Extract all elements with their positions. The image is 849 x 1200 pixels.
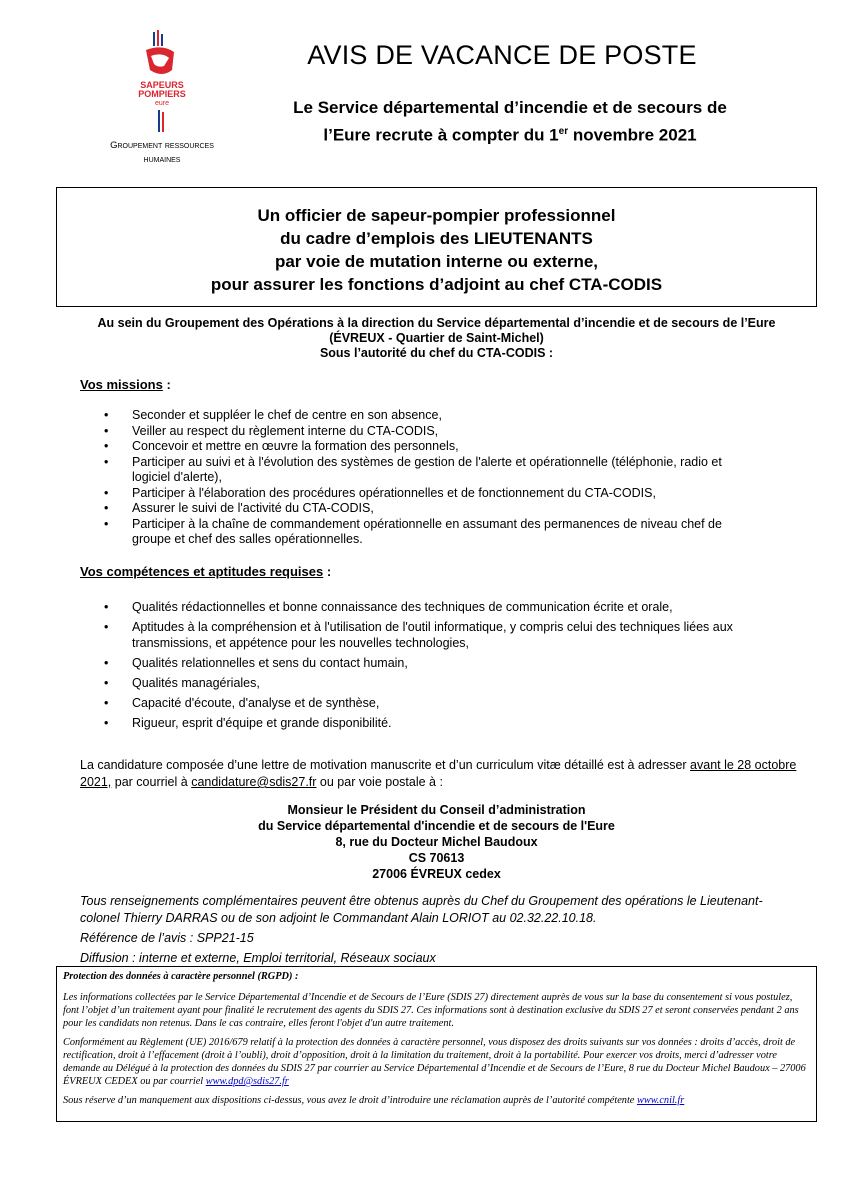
missions-heading: [80, 377, 171, 392]
list-item: [104, 439, 744, 455]
list-item: [104, 486, 744, 502]
mission-text: Assurer le suivi de l'activité du CTA-CODIS,: [132, 501, 374, 515]
address-line-2: du Service départemental d'incendie et de secours de l'Eure: [258, 819, 615, 833]
rgpd-heading: Protection des données à caractère personnel (RGPD) :: [63, 971, 299, 982]
position-line-3: par voie de mutation interne ou externe,: [274, 252, 599, 271]
skills-title: Vos compétences et aptitudes requises: [80, 564, 324, 579]
subtitle-line-2-start: l’Eure recrute à compter du 1: [323, 125, 559, 145]
context-line-2: (ÉVREUX - Quartier de Saint-Michel): [329, 331, 544, 345]
diffusion-info: Diffusion : interne et externe, Emploi territorial, Réseaux sociaux: [80, 951, 436, 965]
rgpd-box: [56, 966, 817, 1122]
bullet-icon: •: [104, 423, 109, 438]
page-subtitle: [240, 96, 780, 148]
list-item: [104, 695, 780, 711]
application-deadline: avant le 28 octobre 2021,: [80, 758, 797, 789]
list-item: [104, 455, 744, 486]
skill-text: Qualités relationnelles et sens du contact humain,: [132, 656, 408, 670]
subtitle-superscript: er: [558, 126, 569, 137]
rgpd-paragraph-2: [63, 1036, 810, 1088]
skills-title-suffix: :: [323, 564, 332, 579]
bullet-icon: •: [104, 454, 109, 469]
bullet-icon: •: [104, 501, 109, 515]
list-item: [104, 501, 744, 517]
rgpd-paragraph-1: Les informations collectées par le Service Départemental d’Incendie et de Secours de l’Eure (SDIS 27) directement auprès de vous sur la base du consentement si vous postulez, font l’objet d’un traitement ayant pour finalité le recrutement des agents du SDIS 27. Ces informations sont à destination exclusive du SDIS 27 et seront conservées pendant 2 ans pour les candidats non retenus. Dans le cas contraire, elles feront l'objet d'un autre traitement.: [63, 992, 799, 1029]
skill-text: Qualités rédactionnelles et bonne connaissance des techniques de communication écrite et orale,: [132, 600, 673, 614]
rgpd-paragraph-3: [63, 1094, 810, 1107]
position-line-1: Un officier de sapeur-pompier professionnel: [257, 206, 616, 225]
subtitle-line-2: [240, 120, 780, 148]
bullet-icon: •: [104, 716, 109, 730]
mission-text: Participer à l'élaboration des procédures opérationnelles et de fonctionnement du CTA-CODIS,: [132, 485, 656, 500]
skills-heading: [80, 564, 331, 579]
reference-info: Référence de l’avis : SPP21-15: [80, 931, 254, 945]
bullet-icon: •: [104, 600, 109, 614]
mission-text: Concevoir et mettre en œuvre la formation des personnels,: [132, 439, 459, 453]
additional-info: [80, 893, 800, 967]
svg-text:POMPIERS: POMPIERS: [138, 89, 186, 99]
svg-text:SAPEURS: SAPEURS: [140, 80, 184, 90]
department-name: [92, 139, 232, 167]
mission-text: Seconder et suppléer le chef de centre en son absence,: [132, 408, 442, 422]
subtitle-line-1: Le Service départemental d’incendie et de secours de: [293, 98, 727, 117]
application-instructions: [80, 757, 800, 791]
contact-info: Tous renseignements complémentaires peuvent être obtenus auprès du Chef du Groupement des opérations le Lieutenant-colonel Thierry DARRAS ou de son adjoint le Commandant Alain LORIOT au 02.32.22.10.18.: [80, 894, 763, 925]
list-item: [104, 408, 744, 424]
missions-title-suffix: :: [162, 377, 171, 392]
context-block: [56, 316, 817, 361]
postal-address: [56, 802, 817, 882]
skill-text: Rigueur, esprit d'équipe et grande disponibilité.: [132, 716, 392, 730]
mission-text: Veiller au respect du règlement interne du CTA-CODIS,: [132, 423, 439, 438]
mission-text: Participer à la chaîne de commandement opérationnelle en assumant des permanences de niveau chef de groupe et chef des salles opérationnelles.: [132, 516, 722, 546]
position-line-2: du cadre d’emplois des LIEUTENANTS: [280, 229, 593, 248]
address-line-4: CS 70613: [408, 851, 465, 865]
page-title-block: [0, 40, 849, 71]
application-email-link[interactable]: candidature@sdis27.fr: [191, 775, 317, 789]
skills-list: [104, 599, 780, 731]
list-item: [104, 675, 780, 691]
department-line-2: humaines: [143, 154, 181, 165]
subtitle-line-2-end: novembre 2021: [568, 125, 697, 145]
missions-list: [104, 408, 744, 548]
list-item: [104, 655, 780, 671]
address-line-3: 8, rue du Docteur Michel Baudoux: [335, 835, 538, 849]
application-text-mid: par courriel à: [111, 775, 192, 789]
bullet-icon: •: [104, 620, 109, 634]
list-item: [104, 424, 744, 440]
rgpd-paragraph-3-text: Sous réserve d’un manquement aux dispositions ci-dessus, vous avez le droit d’introduire une réclamation auprès de l’autorité compétente: [63, 1095, 637, 1106]
svg-text:eure: eure: [154, 100, 170, 107]
bullet-icon: •: [104, 656, 109, 670]
bullet-icon: •: [104, 485, 109, 500]
cnil-link[interactable]: www.cnil.fr: [636, 1095, 685, 1106]
department-line-1: Groupement ressources: [110, 140, 214, 151]
address-line-1: Monsieur le Président du Conseil d’administration: [287, 803, 586, 817]
page-title: AVIS DE VACANCE DE POSTE: [307, 40, 697, 70]
position-box: [56, 187, 817, 307]
list-item: [104, 715, 780, 731]
bullet-icon: •: [104, 696, 109, 710]
list-item: [104, 599, 780, 615]
mission-text: Participer au suivi et à l'évolution des systèmes de gestion de l'alerte et opérationnelle (téléphonie, radio et logiciel d'alerte),: [132, 454, 722, 484]
position-line-4: pour assurer les fonctions d’adjoint au chef CTA-CODIS: [210, 275, 663, 294]
address-line-5: 27006 ÉVREUX cedex: [372, 867, 501, 881]
missions-title: Vos missions: [80, 377, 163, 392]
bullet-icon: •: [104, 439, 109, 453]
dpd-email-link[interactable]: www.dpd@sdis27.fr: [205, 1076, 289, 1087]
context-line-3: Sous l’autorité du chef du CTA-CODIS :: [319, 346, 554, 360]
bullet-icon: •: [104, 676, 109, 690]
skill-text: Qualités managériales,: [132, 676, 260, 690]
list-item: [104, 517, 744, 548]
context-line-1: Au sein du Groupement des Opérations à la direction du Service départemental d’incendie et de secours de l’Eure: [97, 316, 776, 330]
bullet-icon: •: [104, 408, 109, 422]
application-text-end: ou par voie postale à :: [316, 775, 443, 789]
skill-text: Capacité d'écoute, d'analyse et de synthèse,: [132, 696, 380, 710]
rgpd-paragraph-2-text: Conformément au Règlement (UE) 2016/679 relatif à la protection des données à caractère personnel, vous disposez des droits suivants sur vos données : droits d’accès, droit de rectification, droit à l’effacement (droit à l’oubli), droit d’opposition, droit à la limitation du traitement, droit à la portabilité. Pour exercer vos droits, merci d’adresser votre demande au Délégué à la protection des données du SDIS 27 par courrier au Service Départemental d’Incendie et de Secours de l’Eure, 8 rue du Docteur Michel Baudoux – 27006 ÉVREUX CEDEX ou par courriel: [63, 1037, 806, 1087]
application-text-start: La candidature composée d’une lettre de motivation manuscrite et d’un curriculum vitæ détaillé est à adresser: [80, 758, 691, 772]
list-item: [104, 619, 780, 651]
bullet-icon: •: [104, 516, 109, 531]
skill-text: Aptitudes à la compréhension et à l'utilisation de l'outil informatique, y compris celui des techniques liées aux transmissions, et appétence pour les nouvelles technologies,: [132, 620, 733, 650]
